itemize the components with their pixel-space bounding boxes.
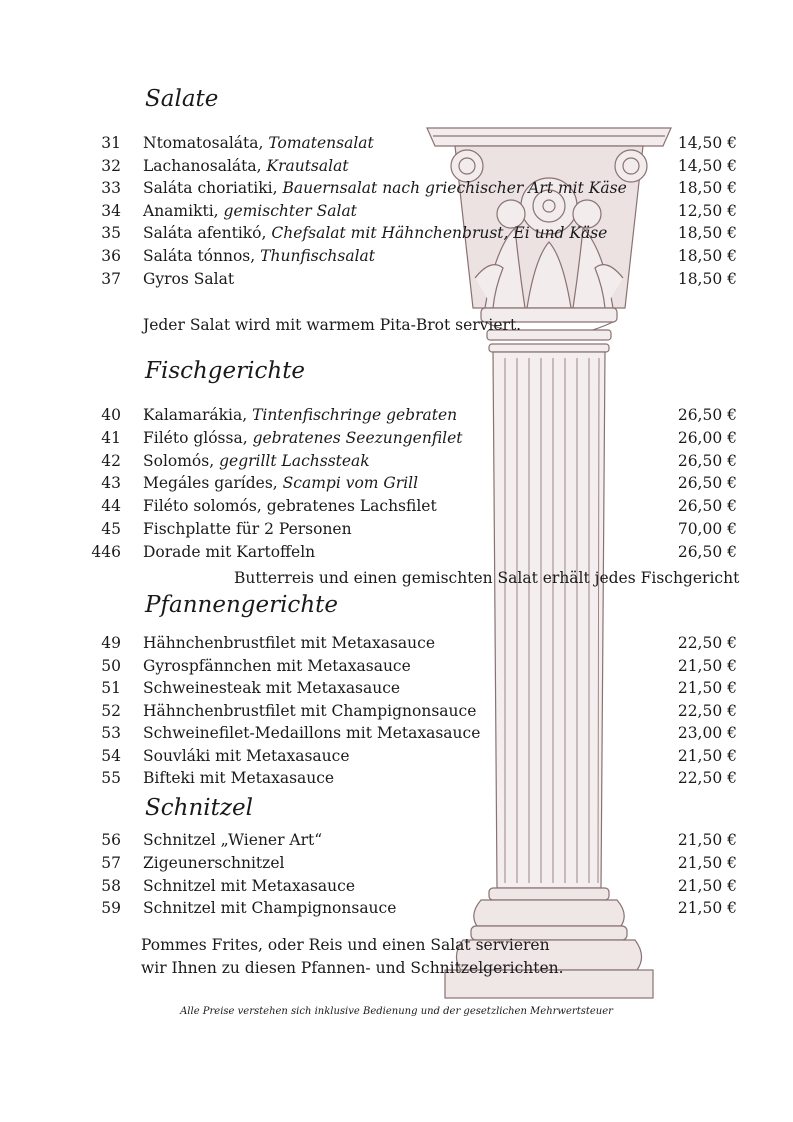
- menu-item-row: [0, 541, 793, 563]
- menu-item-row: [0, 495, 793, 517]
- item-german-name: gebratenes Seezungenfilet: [252, 428, 463, 447]
- item-price: 26,00 €: [677, 428, 737, 447]
- item-number: 56: [101, 831, 121, 849]
- item-name: Saláta choriatiki,: [143, 179, 278, 198]
- menu-item-row: [0, 177, 793, 199]
- item-name: Filéto glóssa,: [143, 428, 248, 447]
- item-price: 26,50 €: [677, 497, 737, 516]
- item-number: 49: [101, 634, 121, 652]
- item-price: 26,50 €: [677, 542, 737, 561]
- item-name-group: [143, 450, 370, 472]
- item-german-name: gegrillt Lachssteak: [219, 451, 370, 470]
- item-price: 26,50 €: [677, 474, 737, 493]
- item-price: 18,50 €: [677, 269, 737, 288]
- item-name: Dorade mit Kartoffeln: [143, 542, 316, 561]
- menu-item-row: [0, 245, 793, 267]
- schnitzel-note-line1: Pommes Frites, oder Reis und einen Salat servieren: [141, 936, 550, 954]
- item-price: 18,50 €: [677, 247, 737, 265]
- item-name: Souvláki mit Metaxasauce: [143, 746, 350, 765]
- item-number: 54: [101, 746, 121, 765]
- item-price: 21,50 €: [677, 876, 737, 895]
- item-number: 40: [101, 406, 121, 424]
- item-name-group: [143, 132, 374, 154]
- item-name-group: [143, 245, 375, 267]
- item-german-name: gemischter Salat: [223, 201, 357, 220]
- item-name: Gyrospfännchen mit Metaxasauce: [143, 656, 411, 675]
- item-name: Schnitzel mit Metaxasauce: [143, 876, 356, 895]
- item-name-group: [143, 677, 400, 699]
- item-number: 446: [91, 542, 121, 561]
- item-german-name: Bauernsalat nach griechischer Art mit Käse: [282, 179, 627, 198]
- item-name-group: [143, 632, 435, 654]
- item-name: Fischplatte für 2 Personen: [143, 520, 352, 538]
- menu-item-row: [0, 767, 793, 789]
- item-name-group: [143, 155, 349, 177]
- item-name: Schnitzel „Wiener Art“: [143, 831, 323, 849]
- item-price: 22,50 €: [677, 701, 737, 720]
- item-name-group: [143, 700, 476, 722]
- section-title-fischgerichte: Fischgerichte: [145, 358, 306, 384]
- item-number: 34: [101, 201, 121, 220]
- item-number: 37: [101, 269, 121, 288]
- menu-item-row: [0, 200, 793, 222]
- item-german-name: Thunfischsalat: [260, 247, 376, 265]
- item-german-name: Tomatensalat: [268, 134, 374, 152]
- item-name: Anamikti,: [143, 201, 219, 220]
- item-number: 31: [101, 134, 121, 152]
- item-price: 18,50 €: [677, 179, 737, 198]
- item-price: 14,50 €: [677, 156, 737, 175]
- menu-item-row: [0, 632, 793, 654]
- item-name: Kalamarákia,: [143, 406, 248, 424]
- item-name-group: [143, 767, 334, 789]
- item-name: Zigeunerschnitzel: [143, 853, 285, 872]
- item-price: 21,50 €: [677, 853, 737, 872]
- item-number: 36: [101, 247, 121, 265]
- item-name-group: [143, 222, 607, 244]
- item-price: 21,50 €: [677, 656, 737, 675]
- item-german-name: Scampi vom Grill: [282, 474, 419, 493]
- item-number: 44: [101, 497, 121, 516]
- menu-item-row: [0, 427, 793, 449]
- item-name-group: [143, 404, 457, 426]
- item-name-group: [143, 472, 418, 494]
- item-number: 50: [101, 656, 121, 675]
- menu-item-row: [0, 222, 793, 244]
- footer-note: Alle Preise verstehen sich inklusive Bedienung und der gesetzlichen Mehrwertsteuer: [180, 1006, 613, 1017]
- menu-item-row: [0, 677, 793, 699]
- item-name: Schweinefilet-Medaillons mit Metaxasauce: [143, 724, 481, 742]
- item-price: 21,50 €: [677, 831, 737, 849]
- item-number: 57: [101, 853, 121, 872]
- item-name: Solomós,: [143, 451, 215, 470]
- item-price: 70,00 €: [677, 520, 737, 538]
- fisch-note: Butterreis und einen gemischten Salat erhält jedes Fischgericht: [234, 569, 740, 587]
- item-name-group: [143, 852, 284, 874]
- item-name: Lachanosaláta,: [143, 156, 262, 175]
- item-german-name: Chefsalat mit Hähnchenbrust, Ei und Käse: [271, 224, 608, 243]
- item-number: 43: [101, 474, 121, 493]
- item-name: Ntomatosaláta,: [143, 134, 264, 152]
- item-price: 21,50 €: [677, 746, 737, 765]
- item-name-group: [143, 829, 322, 851]
- item-price: 12,50 €: [677, 201, 737, 220]
- item-name-group: [143, 541, 315, 563]
- menu-item-row: [0, 404, 793, 426]
- item-price: 22,50 €: [677, 769, 737, 787]
- item-name: Saláta tónnos,: [143, 247, 256, 265]
- menu-item-row: [0, 700, 793, 722]
- item-name-group: [143, 897, 396, 919]
- item-name: Gyros Salat: [143, 269, 235, 288]
- item-number: 51: [101, 679, 121, 697]
- menu-item-row: [0, 655, 793, 677]
- item-name: Hähnchenbrustfilet mit Metaxasauce: [143, 634, 436, 652]
- item-name-group: [143, 200, 357, 222]
- item-german-name: Tintenfischringe gebraten: [252, 406, 458, 424]
- item-number: 53: [101, 724, 121, 742]
- item-name-group: [143, 495, 437, 517]
- item-name-group: [143, 722, 480, 744]
- item-name-group: [143, 518, 352, 540]
- item-price: 14,50 €: [677, 134, 737, 152]
- item-number: 52: [101, 701, 121, 720]
- schnitzel-note-line2: wir Ihnen zu diesen Pfannen- und Schnitzelgerichten.: [141, 959, 564, 977]
- item-number: 55: [101, 769, 121, 787]
- item-price: 22,50 €: [677, 634, 737, 652]
- menu-item-row: [0, 518, 793, 540]
- menu-item-row: [0, 852, 793, 874]
- item-price: 26,50 €: [677, 406, 737, 424]
- section-title-pfannengerichte: Pfannengerichte: [145, 592, 338, 618]
- item-name: Filéto solomós, gebratenes Lachsfilet: [143, 497, 437, 516]
- item-number: 42: [101, 451, 121, 470]
- menu-item-row: [0, 268, 793, 290]
- menu-item-row: [0, 155, 793, 177]
- item-price: 26,50 €: [677, 451, 737, 470]
- menu-item-row: [0, 722, 793, 744]
- item-number: 41: [101, 428, 121, 447]
- item-name: Saláta afentikó,: [143, 224, 267, 243]
- item-price: 21,50 €: [677, 899, 737, 918]
- item-name: Schweinesteak mit Metaxasauce: [143, 679, 401, 697]
- menu-item-row: [0, 472, 793, 494]
- item-number: 59: [101, 899, 121, 918]
- item-german-name: Krautsalat: [266, 156, 349, 175]
- item-number: 32: [101, 156, 121, 175]
- item-name-group: [143, 655, 411, 677]
- item-number: 33: [101, 179, 121, 198]
- item-name-group: [143, 268, 234, 290]
- menu-item-row: [0, 829, 793, 851]
- item-price: 21,50 €: [677, 679, 737, 697]
- menu-item-row: [0, 745, 793, 767]
- menu-item-row: [0, 132, 793, 154]
- salate-note: Jeder Salat wird mit warmem Pita-Brot serviert.: [143, 316, 522, 334]
- item-number: 35: [101, 224, 121, 243]
- section-title-schnitzel: Schnitzel: [145, 795, 253, 821]
- item-name-group: [143, 177, 627, 199]
- menu-item-row: [0, 875, 793, 897]
- section-title-salate: Salate: [145, 86, 219, 112]
- item-name-group: [143, 427, 463, 449]
- item-name: Megáles garídes,: [143, 474, 278, 493]
- item-number: 45: [101, 520, 121, 538]
- item-price: 23,00 €: [677, 724, 737, 742]
- item-name: Bifteki mit Metaxasauce: [143, 769, 335, 787]
- item-name-group: [143, 875, 355, 897]
- menu-item-row: [0, 450, 793, 472]
- item-name: Hähnchenbrustfilet mit Champignonsauce: [143, 701, 477, 720]
- menu-item-row: [0, 897, 793, 919]
- item-number: 58: [101, 876, 121, 895]
- item-name-group: [143, 745, 350, 767]
- item-price: 18,50 €: [677, 224, 737, 243]
- item-name: Schnitzel mit Champignonsauce: [143, 899, 397, 918]
